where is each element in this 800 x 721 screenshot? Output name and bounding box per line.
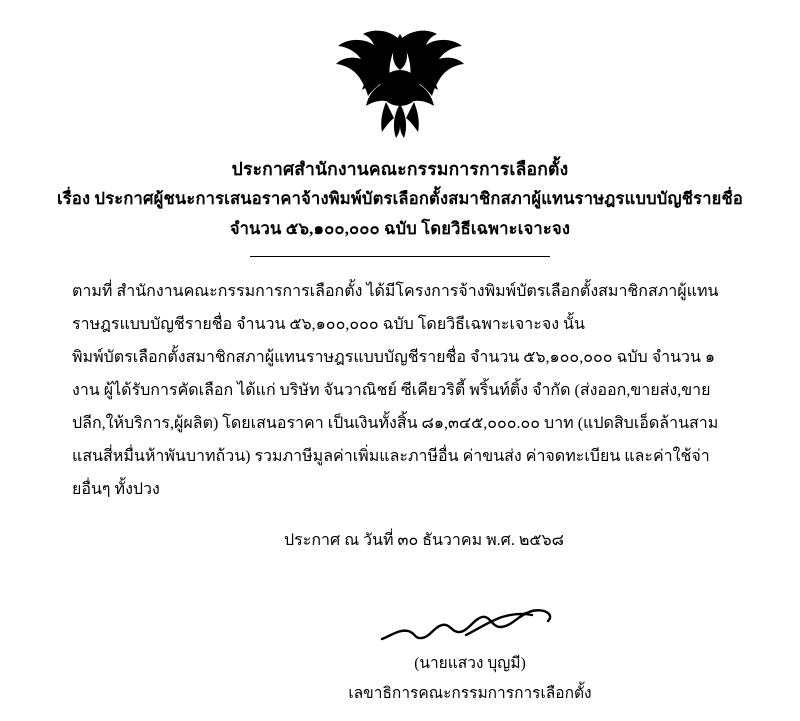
body-paragraph-1: ตามที่ สำนักงานคณะกรรมการการเลือกตั้ง ได้มีโครงการจ้างพิมพ์บัตรเลือกตั้งสมาชิกสภาผู้แทนราษฎรแบบบัญชีรายชื่อ จำนวน ๕๖,๑๐๐,๐๐๐ ฉบับ โดยวิธีเฉพาะเจาะจง นั้น (72, 283, 719, 333)
garuda-emblem-icon (330, 26, 470, 144)
document-body (72, 275, 728, 506)
heading-line-2: เรื่อง ประกาศผู้ชนะการเสนอราคาจ้างพิมพ์บัตรเลือกตั้งสมาชิกสภาผู้แทนราษฎรแบบบัญชีรายชื่อ (56, 189, 744, 208)
body-paragraph-2: พิมพ์บัตรเลือกตั้งสมาชิกสภาผู้แทนราษฎรแบบบัญชีรายชื่อ จำนวน ๕๖,๑๐๐,๐๐๐ ฉบับ จำนวน ๑ งาน ผู้ได้รับการคัดเลือก ได้แก่ บริษัท จันวาณิชย์ ซีเคียวริตี้ พริ้นท์ติ้ง จำกัด (ส่งออก,ขายส่ง,ขายปลีก,ให้บริการ,ผู้ผลิต) โดยเสนอราคา เป็นเงินทั้งสิ้น ๘๑,๓๔๕,๐๐๐.๐๐ บาท (แปดสิบเอ็ดล้านสามแสนสี่หมื่นห้าพันบาทถ้วน) รวมภาษีมูลค่าเพิ่มและภาษีอื่น ค่าขนส่ง ค่าจดทะเบียน และค่าใช้จ่ายอื่นๆ ทั้งปวง (72, 349, 719, 498)
announcement-date: ประกาศ ณ วันที่ ๓๐ ธันวาคม พ.ศ. ๒๕๖๘ (284, 532, 564, 549)
document-heading (0, 154, 800, 244)
heading-line-1: ประกาศสำนักงานคณะกรรมการการเลือกตั้ง (231, 159, 569, 179)
signature-block (0, 605, 800, 709)
handwritten-signature-icon (370, 605, 570, 649)
document-page (0, 26, 800, 721)
horizontal-divider (250, 256, 550, 257)
heading-line-3: จำนวน ๕๖,๑๐๐,๐๐๐ ฉบับ โดยวิธีเฉพาะเจาะจง (229, 219, 571, 238)
signatory-name: (นายแสวง บุญมี) (414, 655, 526, 672)
signatory-title: เลขาธิการคณะกรรมการการเลือกตั้ง (348, 685, 592, 702)
